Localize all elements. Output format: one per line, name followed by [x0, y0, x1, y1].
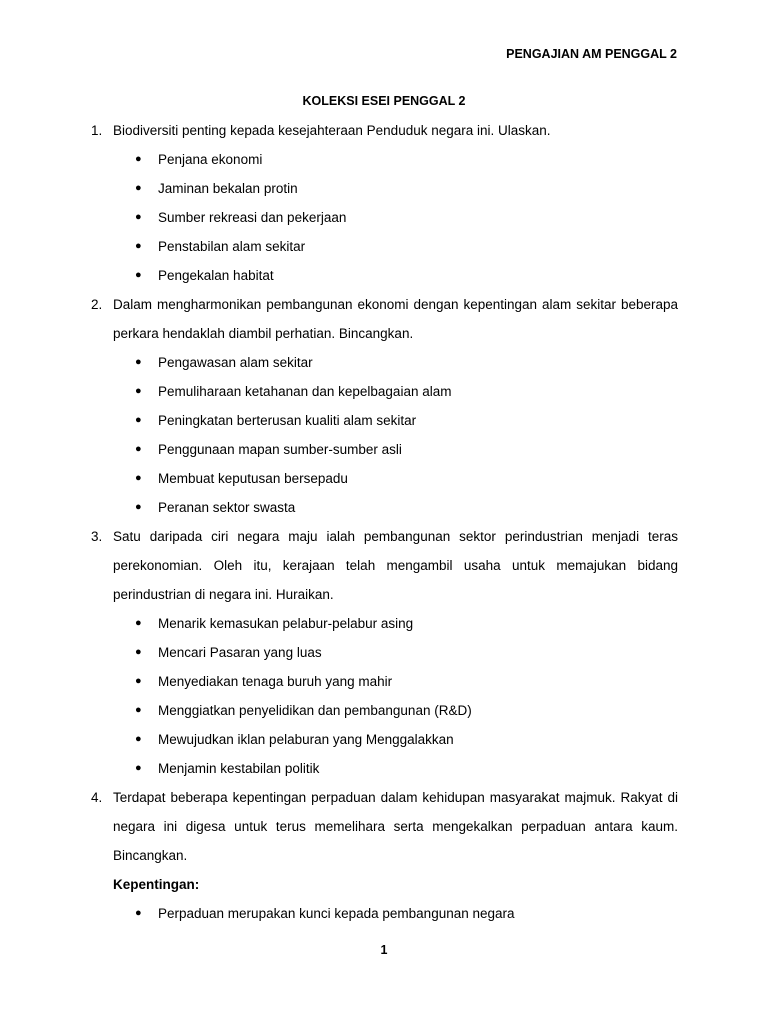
list-item [135, 232, 678, 261]
bullet-icon: ● [135, 472, 142, 484]
list-item [135, 464, 678, 493]
list-item [135, 609, 678, 638]
bullet-icon: ● [135, 762, 142, 774]
running-header: PENGAJIAN AM PENGGAL 2 [506, 47, 677, 61]
list-item [135, 377, 678, 406]
question-number: 1. [91, 123, 103, 138]
point-text: Penjana ekonomi [158, 152, 263, 167]
answer-points-3 [91, 609, 678, 783]
point-text: Pemuliharaan ketahanan dan kepelbagaian alam [158, 384, 452, 399]
bullet-icon: ● [135, 617, 142, 629]
point-text: Menjamin kestabilan politik [158, 761, 320, 776]
bullet-icon: ● [135, 907, 142, 919]
question-text: Dalam mengharmonikan pembangunan ekonomi dengan kepentingan alam sekitar beberapa perkara hendaklah diambil perhatian. Bincangkan. [113, 297, 678, 341]
point-text: Jaminan bekalan protin [158, 181, 298, 196]
list-item [135, 435, 678, 464]
list-item [135, 174, 678, 203]
bullet-icon: ● [135, 704, 142, 716]
question-3 [91, 522, 678, 609]
bullet-icon: ● [135, 675, 142, 687]
question-4 [91, 783, 678, 870]
list-item [135, 638, 678, 667]
point-text: Penstabilan alam sekitar [158, 239, 306, 254]
question-text: Biodiversiti penting kepada kesejahteraan Penduduk negara ini. Ulaskan. [113, 123, 551, 138]
answer-points-2 [91, 348, 678, 522]
answer-points-4 [91, 899, 678, 928]
list-item [135, 406, 678, 435]
point-text: Pengekalan habitat [158, 268, 274, 283]
point-text: Menyediakan tenaga buruh yang mahir [158, 674, 393, 689]
bullet-icon: ● [135, 501, 142, 513]
bullet-icon: ● [135, 414, 142, 426]
point-text: Membuat keputusan bersepadu [158, 471, 348, 486]
bullet-icon: ● [135, 153, 142, 165]
bullet-icon: ● [135, 646, 142, 658]
list-item [135, 145, 678, 174]
point-text: Menarik kemasukan pelabur-pelabur asing [158, 616, 414, 631]
question-number: 4. [91, 790, 103, 805]
bullet-icon: ● [135, 443, 142, 455]
page-number: 1 [380, 943, 388, 957]
point-text: Peranan sektor swasta [158, 500, 296, 515]
list-item [135, 203, 678, 232]
bullet-icon: ● [135, 733, 142, 745]
answer-points-1 [91, 145, 678, 290]
list-item [135, 754, 678, 783]
point-text: Menggiatkan penyelidikan dan pembangunan (R&D) [158, 703, 472, 718]
point-text: Pengawasan alam sekitar [158, 355, 313, 370]
list-item [135, 899, 678, 928]
point-text: Perpaduan merupakan kunci kepada pembangunan negara [158, 906, 515, 921]
point-text: Mencari Pasaran yang luas [158, 645, 322, 660]
question-number: 3. [91, 529, 103, 544]
list-item [135, 348, 678, 377]
point-text: Mewujudkan iklan pelaburan yang Menggalakkan [158, 732, 454, 747]
list-item [135, 261, 678, 290]
bullet-icon: ● [135, 211, 142, 223]
list-item [135, 696, 678, 725]
sub-heading: Kepentingan: [113, 877, 200, 892]
bullet-icon: ● [135, 240, 142, 252]
bullet-icon: ● [135, 385, 142, 397]
list-item [135, 725, 678, 754]
point-text: Peningkatan berterusan kualiti alam sekitar [158, 413, 417, 428]
bullet-icon: ● [135, 269, 142, 281]
question-2 [91, 290, 678, 348]
essay-list [91, 116, 678, 928]
bullet-icon: ● [135, 356, 142, 368]
question-text: Terdapat beberapa kepentingan perpaduan dalam kehidupan masyarakat majmuk. Rakyat di negara ini digesa untuk terus memelihara serta mengekalkan perpaduan antara kaum. Bincangkan. [113, 790, 678, 863]
question-text: Satu daripada ciri negara maju ialah pembangunan sektor perindustrian menjadi teras perekonomian. Oleh itu, kerajaan telah mengambil usaha untuk memajukan bidang perindustrian di negara ini. Huraikan. [113, 529, 678, 602]
point-text: Sumber rekreasi dan pekerjaan [158, 210, 347, 225]
list-item [135, 493, 678, 522]
point-text: Penggunaan mapan sumber-sumber asli [158, 442, 402, 457]
question-number: 2. [91, 297, 103, 312]
question-1 [91, 116, 678, 145]
list-item [135, 667, 678, 696]
bullet-icon: ● [135, 182, 142, 194]
document-title: KOLEKSI ESEI PENGGAL 2 [302, 94, 466, 108]
